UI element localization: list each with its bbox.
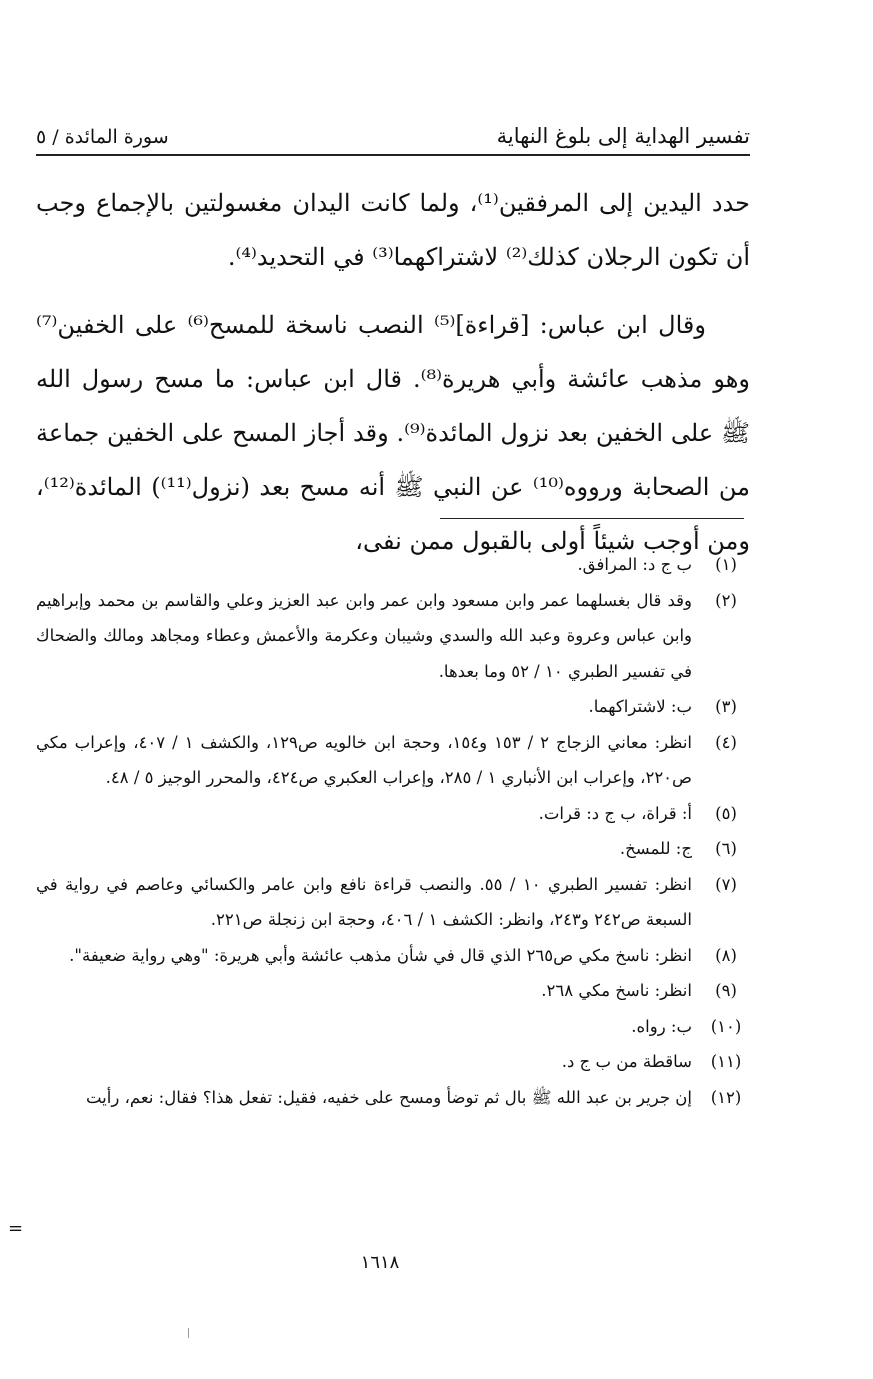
continuation-mark: =	[8, 1218, 24, 1239]
paragraph-1: حدد اليدين إلى المرفقين⁽¹⁾، ولما كانت اليدان مغسولتين بالإجماع وجب أن تكون الرجلان كذلك⁽²⁾ لاشتراكهما⁽³⁾ في التحديد⁽⁴⁾.	[36, 189, 750, 271]
footnote	[36, 938, 750, 974]
footnote-number: (٥)	[715, 803, 737, 823]
footnote	[36, 1044, 750, 1080]
page-number: ١٦١٨	[360, 1252, 400, 1273]
footnote-number: (١١)	[710, 1052, 742, 1071]
footnote-number: (٩)	[715, 981, 737, 1000]
scan-mark	[188, 1328, 190, 1338]
footnote	[36, 583, 750, 690]
footnote-text: انظر: ناسخ مكي ص٢٦٥ الذي قال في شأن مذهب عائشة وأبي هريرة: "وهي رواية ضعيفة".	[69, 945, 692, 965]
footnote	[36, 831, 750, 867]
footnote-number: (٢)	[715, 590, 737, 610]
book-title: تفسير الهداية إلى بلوغ النهاية	[496, 124, 750, 148]
footnotes	[36, 547, 750, 1115]
footnote-text: ب ج د: المرافق.	[577, 555, 692, 574]
footnote	[36, 1009, 750, 1045]
footnote-number: (٤)	[715, 732, 737, 752]
running-header	[36, 116, 750, 156]
footnote	[36, 1080, 750, 1116]
footnote	[36, 973, 750, 1009]
footnote	[36, 725, 750, 796]
footnote-text: إن جرير بن عبد الله ﷺ بال ثم توضأ ومسح على خفيه، فقيل: تفعل هذا؟ فقال: نعم، رأيت	[85, 1087, 692, 1107]
footnote	[36, 547, 750, 583]
footnote-text: أ: قراة، ب ج د: قرات.	[538, 803, 692, 823]
footnote-text: ب: لاشتراكهما.	[588, 697, 692, 716]
footnote-text: انظر: معاني الزجاج ٢ / ١٥٣ و١٥٤، وحجة ابن خالويه ص١٢٩، والكشف ١ / ٤٠٧، وإعراب مكي ص٢٢٠، وإعراب ابن الأنباري ١ / ٢٨٥، وإعراب العكبري ص٤٢٤، والمحرر الوجيز ٥ / ٤٨.	[36, 732, 692, 787]
footnote	[36, 796, 750, 832]
footnote-text: ساقطة من ب ج د.	[561, 1052, 692, 1071]
footnote-number: (٣)	[715, 697, 737, 716]
footnote-text: ب: رواه.	[631, 1016, 692, 1036]
footnote-number: (٦)	[715, 839, 737, 858]
footnote	[36, 689, 750, 725]
main-text	[36, 176, 750, 568]
paragraph-2: وقال ابن عباس: [قراءة]⁽⁵⁾ النصب ناسخة للمسح⁽⁶⁾ على الخفين⁽⁷⁾ وهو مذهب عائشة وأبي هريرة⁽⁸⁾. قال ابن عباس: ما مسح رسول الله ﷺ على الخفين بعد نزول المائدة⁽⁹⁾. وقد أجاز المسح على الخفين جماعة من الصحابة ورووه⁽¹⁰⁾ عن النبي ﷺ أنه مسح بعد (نزول⁽¹¹⁾) المائدة⁽¹²⁾، ومن أوجب شيئاً أولى بالقبول ممن نفى،	[36, 311, 750, 555]
footnote-number: (١٢)	[710, 1087, 742, 1107]
footnote	[36, 867, 750, 938]
footnote-number: (١)	[715, 555, 737, 574]
footnote-separator	[440, 518, 744, 519]
footnote-number: (٧)	[715, 874, 737, 894]
footnote-text: انظر: تفسير الطبري ١٠ / ٥٥. والنصب قراءة نافع وابن عامر والكسائي وعاصم في رواية في السبعة ص٢٤٢ و٢٤٣، وانظر: الكشف ١ / ٤٠٦، وحجة ابن زنجلة ص٢٢١.	[36, 874, 692, 929]
footnote-number: (١٠)	[710, 1016, 742, 1036]
footnote-text: ج: للمسخ.	[619, 839, 692, 858]
footnote-number: (٨)	[715, 945, 737, 965]
footnote-text: انظر: ناسخ مكي ٢٦٨.	[541, 981, 692, 1000]
footnote-text: وقد قال بغسلهما عمر وابن مسعود وابن عمر وابن عبد العزيز وعلي والقاسم بن محمد وإبراهيم وابن عباس وعروة وعبد الله والسدي وشيبان وعكرمة والأعمش وعطاء ومجاهد ومالك والضحاك في تفسير الطبري ١٠ / ٥٢ وما بعدها.	[36, 590, 692, 681]
surah-reference: سورة المائدة / ٥	[36, 126, 169, 148]
